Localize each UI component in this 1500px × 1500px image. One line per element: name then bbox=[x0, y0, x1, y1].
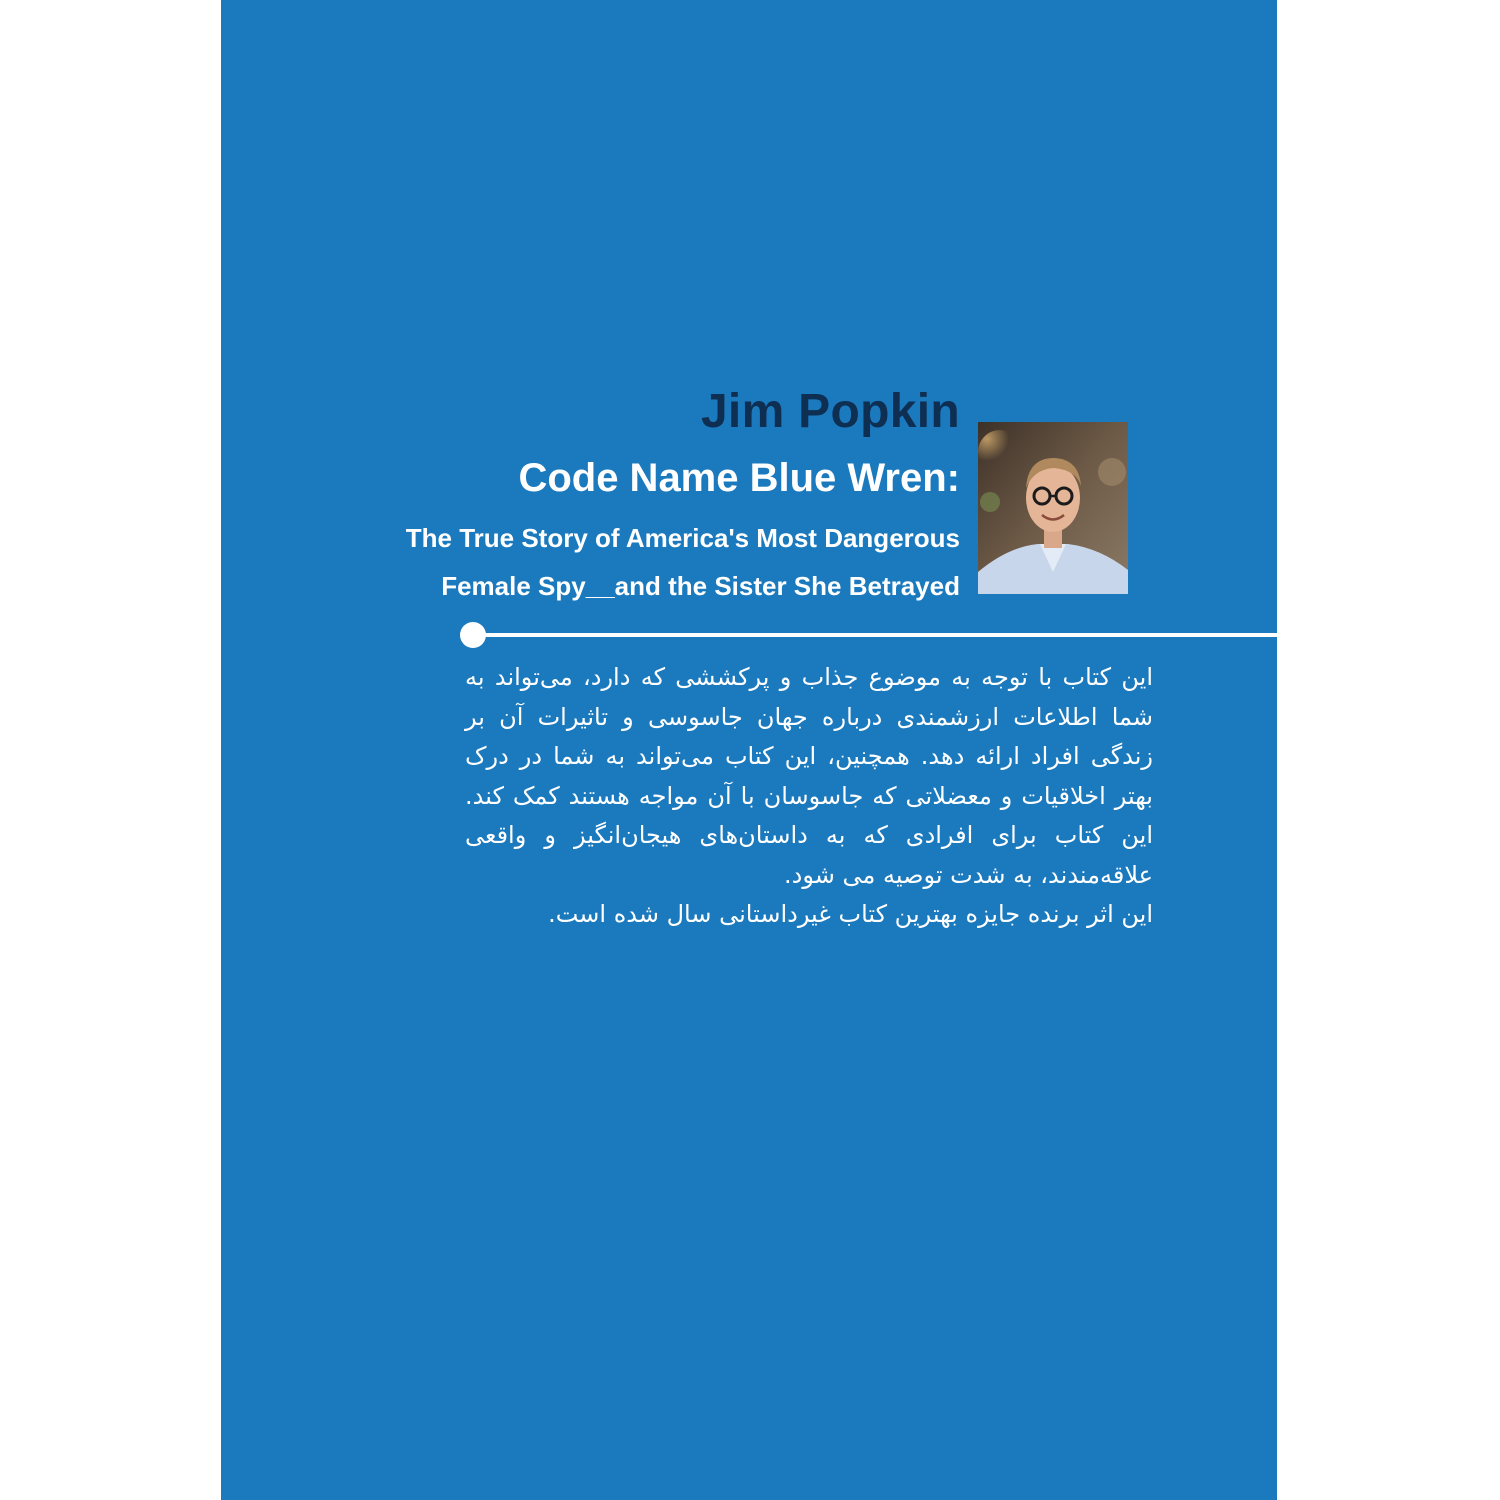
description-paragraph: این کتاب با توجه به موضوع جذاب و پرکششی که دارد، می‌تواند به شما اطلاعات ارزشمندی درباره جهان جاسوسی و تاثیرات آن بر زندگی افراد ارائه دهد. همچنین، این کتاب می‌تواند به شما در درک بهتر اخلاقیات و معضلاتی که جاسوسان با آن مواجه هستند کمک کند. این کتاب برای افرادی که به داستان‌های هیجان‌انگیز و واقعی علاقه‌مندند، به شدت توصیه می شود. bbox=[465, 663, 1153, 889]
subtitle-line: Female Spy__and the Sister She Betrayed bbox=[441, 571, 960, 601]
author-photo bbox=[978, 422, 1128, 594]
book-description bbox=[465, 658, 1153, 935]
author-portrait-image bbox=[978, 422, 1128, 594]
author-name: Jim Popkin bbox=[700, 385, 960, 438]
description-paragraph: این اثر برنده جایزه بهترین کتاب غیرداستانی سال شده است. bbox=[548, 900, 1153, 928]
subtitle-line: The True Story of America's Most Dangerous bbox=[405, 523, 960, 553]
book-subtitle bbox=[406, 514, 960, 610]
divider-dot bbox=[460, 622, 486, 648]
divider-line bbox=[474, 633, 1277, 637]
book-title: Code Name Blue Wren: bbox=[518, 456, 960, 500]
